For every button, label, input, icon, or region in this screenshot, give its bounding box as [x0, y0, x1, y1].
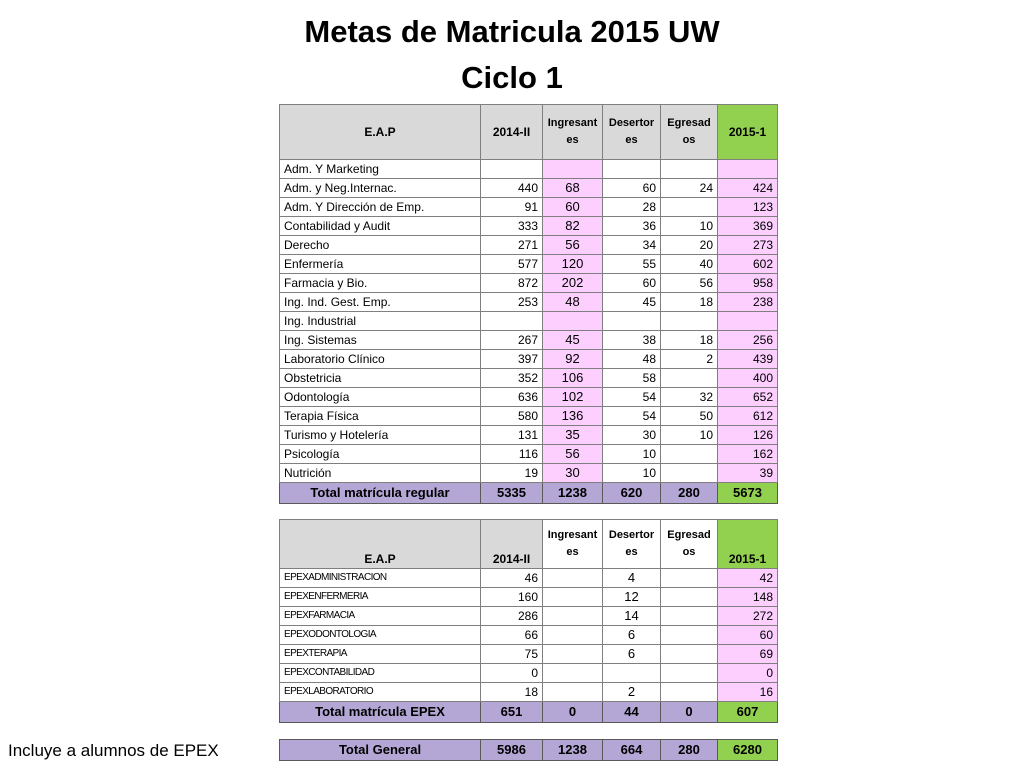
cell-2014-ii: 75 — [481, 645, 543, 664]
cell-2014-ii: 267 — [481, 331, 543, 350]
cell-eap: Terapia Física — [280, 407, 481, 426]
cell-2015-1: 958 — [718, 274, 778, 293]
header-ingresantes: Ingresant es — [543, 520, 603, 569]
cell-desertores: 2 — [603, 683, 661, 702]
cell-ingresantes: 68 — [543, 179, 603, 198]
cell-2015-1: 612 — [718, 407, 778, 426]
cell-2015-1: 69 — [718, 645, 778, 664]
cell-eap: Odontología — [280, 388, 481, 407]
cell-eap: Adm. y Neg.Internac. — [280, 179, 481, 198]
cell-egresados — [661, 369, 718, 388]
cell-egresados — [661, 445, 718, 464]
table-header-row — [280, 520, 778, 569]
cell-desertores: 54 — [603, 388, 661, 407]
cell-eap: Nutrición — [280, 464, 481, 483]
total-2015-1: 5673 — [718, 483, 778, 504]
cell-eap: EPEXCONTABILIDAD — [280, 664, 481, 683]
table-row — [280, 255, 778, 274]
cell-desertores: 12 — [603, 588, 661, 607]
cell-egresados — [661, 645, 718, 664]
table-row — [280, 645, 778, 664]
cell-desertores: 30 — [603, 426, 661, 445]
header-2014-ii: 2014-II — [481, 105, 543, 160]
cell-2014-ii: 18 — [481, 683, 543, 702]
cell-2015-1: 652 — [718, 388, 778, 407]
cell-2015-1: 126 — [718, 426, 778, 445]
cell-desertores: 4 — [603, 569, 661, 588]
cell-egresados: 20 — [661, 236, 718, 255]
cell-2014-ii: 160 — [481, 588, 543, 607]
cell-2015-1: 60 — [718, 626, 778, 645]
table-row — [280, 569, 778, 588]
epex-note: Incluye a alumnos de EPEX — [8, 741, 219, 760]
cell-desertores: 38 — [603, 331, 661, 350]
cell-2014-ii: 286 — [481, 607, 543, 626]
cell-2015-1: 369 — [718, 217, 778, 236]
cell-2014-ii: 636 — [481, 388, 543, 407]
cell-egresados — [661, 664, 718, 683]
cell-ingresantes: 45 — [543, 331, 603, 350]
cell-ingresantes — [543, 569, 603, 588]
cell-desertores: 10 — [603, 445, 661, 464]
cell-ingresantes: 102 — [543, 388, 603, 407]
cell-2014-ii: 116 — [481, 445, 543, 464]
cell-2014-ii: 440 — [481, 179, 543, 198]
cell-2015-1: 0 — [718, 664, 778, 683]
header-desertores: Desertor es — [603, 520, 661, 569]
table-row — [280, 350, 778, 369]
epex-enrollment-table — [279, 519, 778, 723]
total-label: Total matrícula regular — [280, 483, 481, 504]
cell-2015-1: 162 — [718, 445, 778, 464]
grand-total-row — [280, 740, 778, 761]
grand-total-2014-ii: 5986 — [481, 740, 543, 761]
cell-egresados: 2 — [661, 350, 718, 369]
cell-desertores: 10 — [603, 464, 661, 483]
cell-desertores: 28 — [603, 198, 661, 217]
total-regular-row — [280, 483, 778, 504]
cell-2014-ii: 253 — [481, 293, 543, 312]
cell-2015-1: 272 — [718, 607, 778, 626]
cell-2015-1: 273 — [718, 236, 778, 255]
cell-2015-1: 39 — [718, 464, 778, 483]
grand-total-label: Total General — [280, 740, 481, 761]
total-egresados: 0 — [661, 702, 718, 723]
grand-total-ingresantes: 1238 — [543, 740, 603, 761]
cell-egresados: 18 — [661, 331, 718, 350]
header-eap: E.A.P — [280, 105, 481, 160]
cell-2015-1: 238 — [718, 293, 778, 312]
cell-egresados — [661, 312, 718, 331]
header-egresados: Egresad os — [661, 520, 718, 569]
table-row — [280, 198, 778, 217]
cell-egresados — [661, 464, 718, 483]
cell-eap: EPEXTERAPIA — [280, 645, 481, 664]
total-2015-1: 607 — [718, 702, 778, 723]
cell-ingresantes — [543, 588, 603, 607]
cell-egresados — [661, 683, 718, 702]
grand-total-table — [279, 739, 778, 761]
header-eap: E.A.P — [280, 520, 481, 569]
cell-2015-1: 424 — [718, 179, 778, 198]
cell-desertores: 6 — [603, 626, 661, 645]
cell-2014-ii: 66 — [481, 626, 543, 645]
cell-2014-ii: 19 — [481, 464, 543, 483]
total-desertores: 44 — [603, 702, 661, 723]
cell-ingresantes: 106 — [543, 369, 603, 388]
cell-ingresantes: 202 — [543, 274, 603, 293]
cell-2014-ii: 333 — [481, 217, 543, 236]
cell-desertores: 48 — [603, 350, 661, 369]
cell-2015-1: 16 — [718, 683, 778, 702]
table-row — [280, 312, 778, 331]
cell-eap: Enfermería — [280, 255, 481, 274]
cell-eap: Psicología — [280, 445, 481, 464]
cell-egresados — [661, 569, 718, 588]
cell-eap: Farmacia y Bio. — [280, 274, 481, 293]
cell-2015-1: 148 — [718, 588, 778, 607]
grand-total-2015-1: 6280 — [718, 740, 778, 761]
cell-2015-1 — [718, 160, 778, 179]
cell-egresados: 40 — [661, 255, 718, 274]
total-epex-row — [280, 702, 778, 723]
cell-ingresantes: 35 — [543, 426, 603, 445]
cell-ingresantes: 120 — [543, 255, 603, 274]
cell-2014-ii: 577 — [481, 255, 543, 274]
cell-ingresantes — [543, 626, 603, 645]
page-title: Metas de Matricula 2015 UW — [304, 14, 720, 49]
cell-egresados: 10 — [661, 426, 718, 445]
cell-2014-ii: 580 — [481, 407, 543, 426]
header-2015-1: 2015-1 — [718, 520, 778, 569]
table-row — [280, 217, 778, 236]
cell-2014-ii: 131 — [481, 426, 543, 445]
cell-2014-ii — [481, 312, 543, 331]
cell-egresados: 24 — [661, 179, 718, 198]
cell-eap: Contabilidad y Audit — [280, 217, 481, 236]
cell-2015-1: 256 — [718, 331, 778, 350]
cell-2014-ii: 271 — [481, 236, 543, 255]
table-row — [280, 179, 778, 198]
cell-ingresantes: 48 — [543, 293, 603, 312]
header-ingresantes: Ingresant es — [543, 105, 603, 160]
cell-ingresantes — [543, 312, 603, 331]
cell-desertores: 34 — [603, 236, 661, 255]
cell-egresados — [661, 626, 718, 645]
cell-egresados — [661, 607, 718, 626]
cell-eap: Ing. Sistemas — [280, 331, 481, 350]
cell-eap: EPEXFARMACIA — [280, 607, 481, 626]
cell-2015-1: 439 — [718, 350, 778, 369]
table-row — [280, 664, 778, 683]
cell-egresados: 50 — [661, 407, 718, 426]
cell-desertores: 60 — [603, 274, 661, 293]
cell-ingresantes: 30 — [543, 464, 603, 483]
table-row — [280, 160, 778, 179]
table-row — [280, 331, 778, 350]
grand-total-desertores: 664 — [603, 740, 661, 761]
cell-eap: EPEXODONTOLOGIA — [280, 626, 481, 645]
cell-desertores: 60 — [603, 179, 661, 198]
table-row — [280, 407, 778, 426]
cell-desertores: 55 — [603, 255, 661, 274]
total-egresados: 280 — [661, 483, 718, 504]
table-row — [280, 445, 778, 464]
cell-egresados: 18 — [661, 293, 718, 312]
cell-ingresantes: 56 — [543, 445, 603, 464]
header-egresados: Egresad os — [661, 105, 718, 160]
total-label: Total matrícula EPEX — [280, 702, 481, 723]
cell-eap: Laboratorio Clínico — [280, 350, 481, 369]
cell-eap: Derecho — [280, 236, 481, 255]
cell-2014-ii: 46 — [481, 569, 543, 588]
cell-egresados: 10 — [661, 217, 718, 236]
cell-desertores: 45 — [603, 293, 661, 312]
cell-desertores: 58 — [603, 369, 661, 388]
total-ingresantes: 0 — [543, 702, 603, 723]
cell-eap: Turismo y Hotelería — [280, 426, 481, 445]
cell-2014-ii: 872 — [481, 274, 543, 293]
cell-eap: Obstetricia — [280, 369, 481, 388]
cell-desertores — [603, 160, 661, 179]
cell-desertores: 54 — [603, 407, 661, 426]
cell-2014-ii: 91 — [481, 198, 543, 217]
cell-desertores — [603, 664, 661, 683]
cell-desertores: 36 — [603, 217, 661, 236]
cell-ingresantes: 136 — [543, 407, 603, 426]
table-header-row — [280, 105, 778, 160]
cell-2015-1 — [718, 312, 778, 331]
cell-2015-1: 602 — [718, 255, 778, 274]
cell-egresados — [661, 198, 718, 217]
cell-eap: EPEXADMINISTRACION — [280, 569, 481, 588]
table-row — [280, 369, 778, 388]
total-2014-ii: 651 — [481, 702, 543, 723]
cell-egresados — [661, 160, 718, 179]
cell-2014-ii — [481, 160, 543, 179]
cell-2014-ii: 397 — [481, 350, 543, 369]
cell-ingresantes: 92 — [543, 350, 603, 369]
page-subtitle: Ciclo 1 — [461, 60, 563, 95]
table-row — [280, 388, 778, 407]
cell-eap: Ing. Ind. Gest. Emp. — [280, 293, 481, 312]
cell-ingresantes: 60 — [543, 198, 603, 217]
cell-eap: Adm. Y Marketing — [280, 160, 481, 179]
table-row — [280, 626, 778, 645]
cell-ingresantes — [543, 645, 603, 664]
cell-eap: EPEXLABORATORIO — [280, 683, 481, 702]
cell-egresados: 32 — [661, 388, 718, 407]
total-ingresantes: 1238 — [543, 483, 603, 504]
cell-desertores: 6 — [603, 645, 661, 664]
grand-total-egresados: 280 — [661, 740, 718, 761]
cell-ingresantes: 82 — [543, 217, 603, 236]
header-2015-1: 2015-1 — [718, 105, 778, 160]
cell-2014-ii: 0 — [481, 664, 543, 683]
cell-2015-1: 400 — [718, 369, 778, 388]
table-row — [280, 274, 778, 293]
cell-ingresantes — [543, 683, 603, 702]
table-row — [280, 607, 778, 626]
regular-enrollment-table — [279, 104, 778, 504]
total-desertores: 620 — [603, 483, 661, 504]
table-row — [280, 293, 778, 312]
total-2014-ii: 5335 — [481, 483, 543, 504]
table-row — [280, 588, 778, 607]
cell-2014-ii: 352 — [481, 369, 543, 388]
header-desertores: Desertor es — [603, 105, 661, 160]
cell-eap: Ing. Industrial — [280, 312, 481, 331]
header-2014-ii: 2014-II — [481, 520, 543, 569]
table-row — [280, 683, 778, 702]
cell-egresados — [661, 588, 718, 607]
table-row — [280, 236, 778, 255]
cell-2015-1: 42 — [718, 569, 778, 588]
cell-ingresantes — [543, 664, 603, 683]
cell-desertores: 14 — [603, 607, 661, 626]
cell-ingresantes — [543, 160, 603, 179]
cell-eap: Adm. Y Dirección de Emp. — [280, 198, 481, 217]
cell-eap: EPEXENFERMERIA — [280, 588, 481, 607]
table-row — [280, 426, 778, 445]
cell-egresados: 56 — [661, 274, 718, 293]
cell-ingresantes — [543, 607, 603, 626]
cell-desertores — [603, 312, 661, 331]
table-row — [280, 464, 778, 483]
cell-2015-1: 123 — [718, 198, 778, 217]
cell-ingresantes: 56 — [543, 236, 603, 255]
